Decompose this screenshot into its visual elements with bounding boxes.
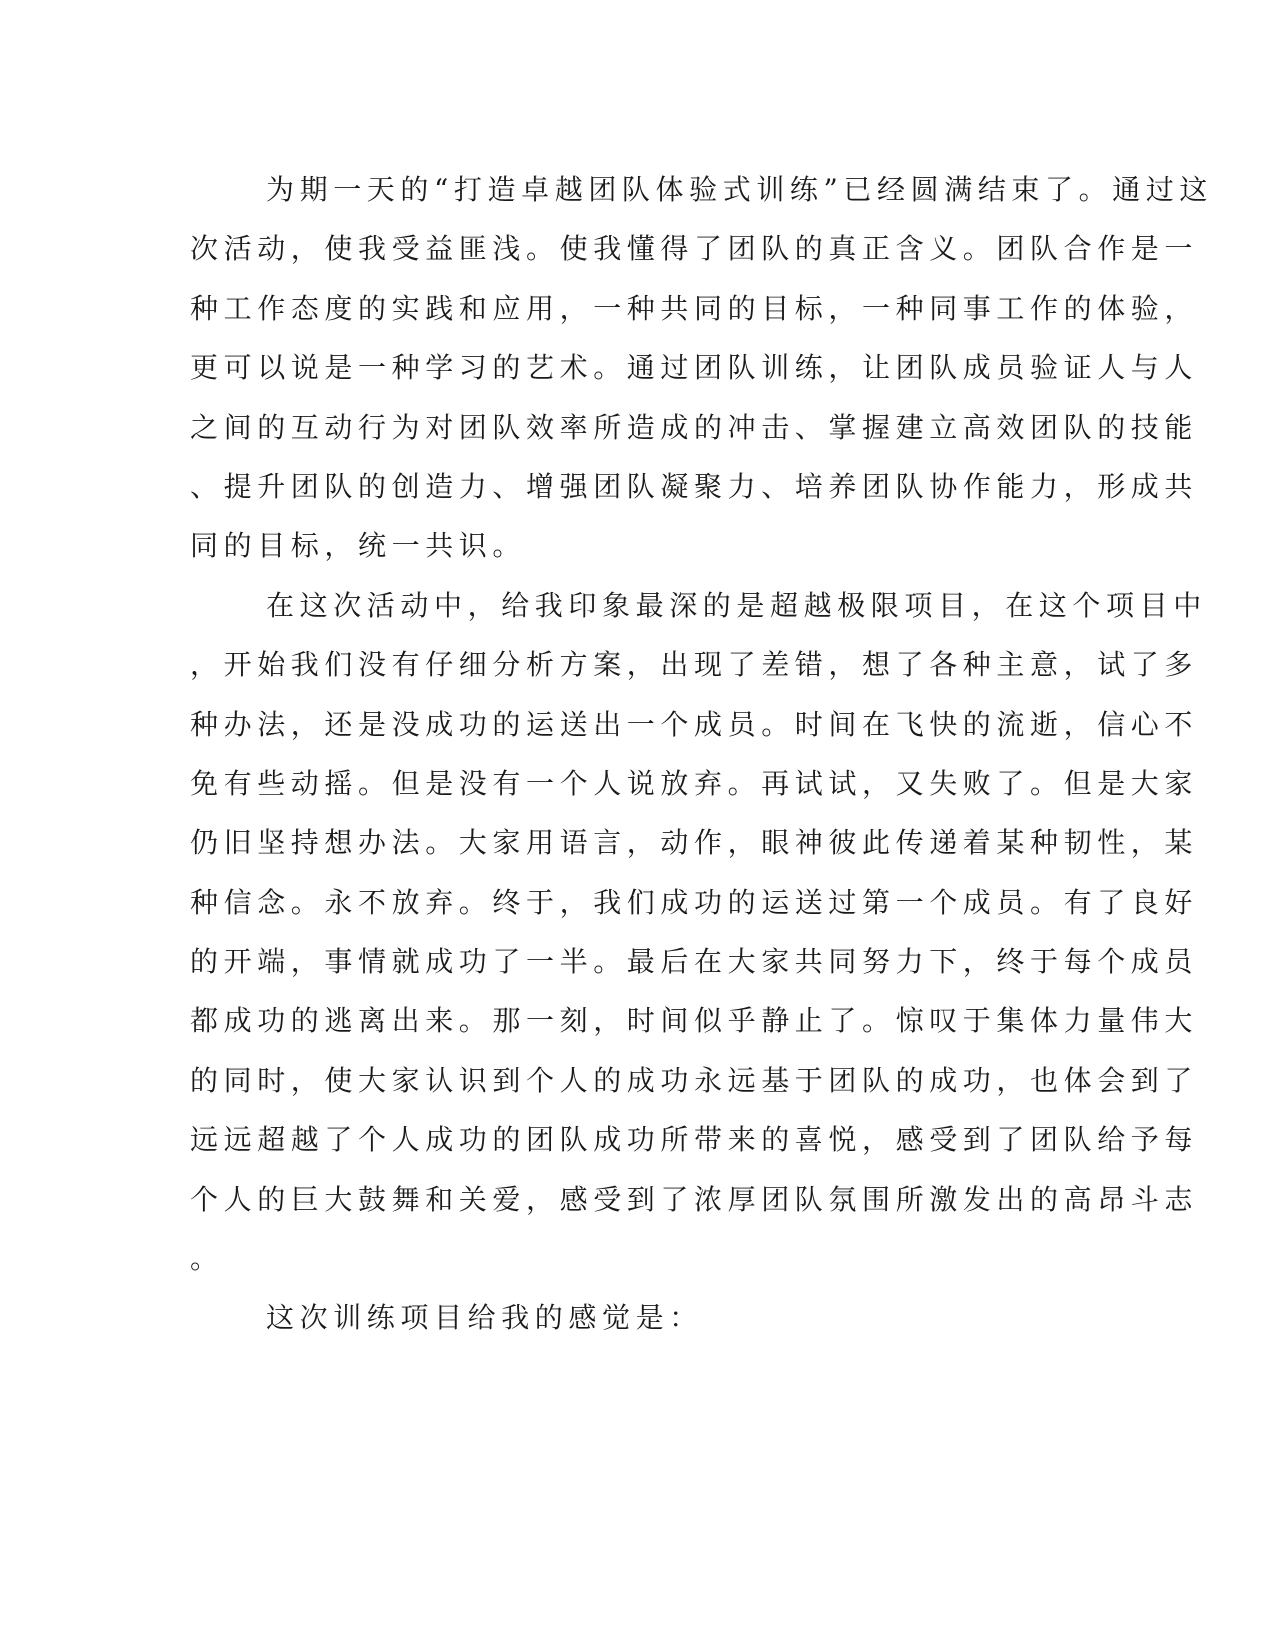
text-line: 之间的互动行为对团队效率所造成的冲击、掌握建立高效团队的技能	[190, 410, 1199, 444]
text-line: 。	[190, 1242, 224, 1276]
text-line: 次活动，使我受益匪浅。使我懂得了团队的真正含义。团队合作是一	[190, 232, 1199, 266]
text-line: 这次训练项目给我的感觉是：	[266, 1301, 703, 1335]
text-line: 在这次活动中，给我印象最深的是超越极限项目，在这个项目中	[266, 588, 1207, 622]
text-line: 种工作态度的实践和应用，一种共同的目标，一种同事工作的体验，	[190, 291, 1199, 325]
text-line: 都成功的逃离出来。那一刻，时间似乎静止了。惊叹于集体力量伟大	[190, 1004, 1199, 1038]
text-line: 个人的巨大鼓舞和关爱，感受到了浓厚团队氛围所激发出的高昂斗志	[190, 1182, 1199, 1216]
text-line: 种信念。永不放弃。终于，我们成功的运送过第一个成员。有了良好	[190, 885, 1199, 919]
text-line: 远远超越了个人成功的团队成功所带来的喜悦，感受到了团队给予每	[190, 1123, 1199, 1157]
text-line: 的开端，事情就成功了一半。最后在大家共同努力下，终于每个成员	[190, 945, 1199, 979]
text-line: 仍旧坚持想办法。大家用语言，动作，眼神彼此传递着某种韧性，某	[190, 826, 1199, 860]
text-line: 免有些动摇。但是没有一个人说放弃。再试试，又失败了。但是大家	[190, 766, 1199, 800]
document-body	[190, 160, 1214, 1348]
text-line: 、提升团队的创造力、增强团队凝聚力、培养团队协作能力，形成共	[190, 469, 1199, 503]
text-line: 同的目标，统一共识。	[190, 529, 527, 563]
text-line: 的同时，使大家认识到个人的成功永远基于团队的成功，也体会到了	[190, 1063, 1199, 1097]
text-line: 更可以说是一种学习的艺术。通过团队训练，让团队成员验证人与人	[190, 351, 1199, 385]
text-line: 为期一天的“打造卓越团队体验式训练”已经圆满结束了。通过这	[266, 173, 1214, 206]
text-line: ，开始我们没有仔细分析方案，出现了差错，想了各种主意，试了多	[190, 648, 1199, 682]
text-line: 种办法，还是没成功的运送出一个成员。时间在飞快的流逝，信心不	[190, 707, 1199, 741]
